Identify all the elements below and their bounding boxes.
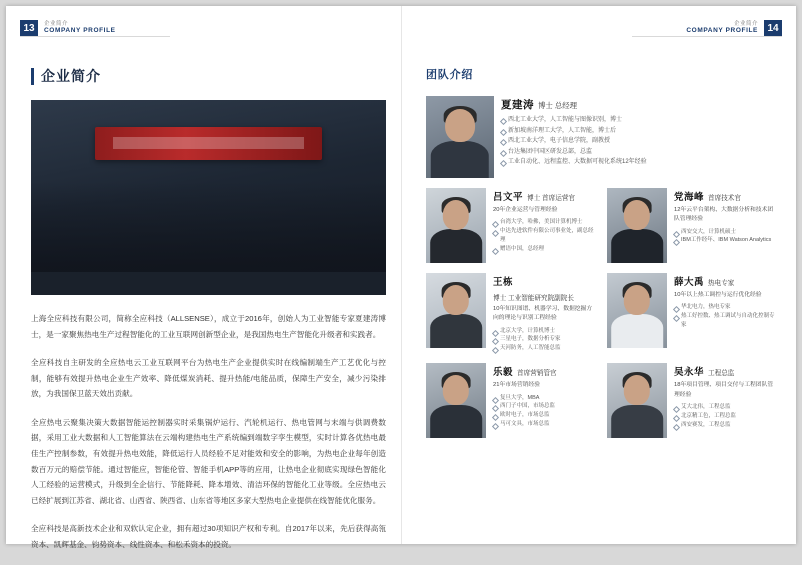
member-nameline <box>674 274 776 288</box>
member-bullets <box>493 218 595 254</box>
member-bullet: 台湾大学，哈佛，美国计算机博士 <box>493 218 595 227</box>
member-bullet: 欧时电子，市场总监 <box>493 411 595 420</box>
team-member-card <box>426 96 776 178</box>
member-portrait <box>426 363 486 438</box>
member-nameline <box>493 364 595 378</box>
member-portrait <box>607 363 667 438</box>
member-portrait <box>426 273 486 348</box>
member-portrait <box>607 188 667 263</box>
member-bullet: IBM工作经年、IBM Watson Analytics <box>674 236 776 245</box>
member-bullet: 北京大学，计算机博士 <box>493 327 595 336</box>
member-bullets <box>493 327 595 354</box>
portrait-head <box>443 375 469 405</box>
page-number-right: 14 <box>764 20 782 36</box>
member-summary: 12年云平台架构、大数据分析和技术团队管理经验 <box>674 207 774 223</box>
company-profile-column <box>31 66 386 565</box>
team-section-title: 团队介绍 <box>426 69 474 81</box>
member-title: 首席营销管官 <box>517 370 557 378</box>
member-name: 吴永华 <box>674 367 705 379</box>
member-name: 王栋 <box>493 277 514 288</box>
member-portrait <box>426 96 494 178</box>
member-bullet: 华北电力，热电专家 <box>674 303 776 312</box>
member-summary: 10年以上热工调控与运行优化经验 <box>674 292 762 298</box>
team-member-card <box>607 363 776 438</box>
photo-banner <box>95 127 322 160</box>
member-name: 党海峰 <box>674 192 705 203</box>
profile-paragraph: 全应科技自主研发的全应热电云工业互联网平台为热电生产企业提供实时在线编制端生产工艺优化与控制，能够有效提升热电企业生产效率、降低煤炭消耗、提升热能/电能品质，保障生产安全，减少污染排放，为我国保卫蓝天效出贡献。 <box>31 358 386 399</box>
portrait-head <box>443 285 469 315</box>
portrait-head <box>624 200 650 230</box>
header-right-en: COMPANY PROFILE <box>686 27 758 35</box>
profile-paragraph: 全应科技是高新技术企业和双软认定企业，拥有超过30项知识产权和专利。自2017年以来，先后获得高瓴资本、凯辉基金、钧势资本、线性资本、和松禾资本的投资。 <box>31 524 386 549</box>
portrait-head <box>624 285 650 315</box>
member-bullet: 三星电子，数据分析专家 <box>493 335 595 344</box>
member-bullets <box>674 403 776 430</box>
member-summary: 20年企业运营与管理经验 <box>493 207 558 213</box>
section-accent-bar <box>31 68 34 85</box>
member-bullet: 新加坡南洋理工大学，人工智能，博士后 <box>501 126 776 137</box>
member-bullets <box>674 303 776 330</box>
header-rule-right <box>632 36 782 37</box>
member-name: 夏建涛 <box>501 99 534 111</box>
member-nameline <box>493 189 595 203</box>
profile-body-text <box>31 311 386 552</box>
team-member-card <box>426 273 595 353</box>
team-member-card <box>607 273 776 353</box>
team-member-card <box>607 188 776 263</box>
profile-paragraph: 全应热电云聚集决策大数据智能运控制器实时采集锅炉运行、汽轮机运行、热电管网与末端与供调费数据，采用工业大数据和人工智能算法在云端构建热电生产系统编到端数字孪生模型，实时计算各优热电最佳生产控制参数，有效提升热电效能，降低运行人员经验不足对能效和安全的影响，为热电企业每年创造数百万元的赔偿节能。通过智能应，智能伦管、智能手机APP等的应用，让热电企业彻底实现绿色智能化人工经验的运营模式，升级到全企信行、节能降耗、降本增效、清洁环保的智能化工业等级。全应热电云已经扩展到江苏省、湖北省、山西省、陕西省、山东省等地区多家大型热电企业提供在线智能优化服务。 <box>31 417 386 505</box>
portrait-head <box>445 109 475 142</box>
member-bullets <box>493 394 595 430</box>
member-info <box>493 363 595 438</box>
member-summary: 10年知识图谱、机器学习、数据挖掘方向的理论与识别工程经验 <box>493 306 593 322</box>
member-portrait <box>607 273 667 348</box>
member-bullet: 西安交大，计算机硕士 <box>674 228 776 237</box>
member-info <box>501 96 776 178</box>
member-bullet: 北京精工色，工程总监 <box>674 412 776 421</box>
member-title: 博士 工业智能研究院副院长 <box>493 295 574 302</box>
member-bullet: 热工好控数、热工调试与自动化控制专家 <box>674 312 776 330</box>
member-bullet: 西北工业大学，人工智能与图像识别，博士 <box>501 115 776 126</box>
member-title: 工程总监 <box>708 370 735 378</box>
header-left-text <box>44 21 116 36</box>
member-info <box>674 273 776 353</box>
member-info <box>493 188 595 263</box>
member-bullet: 艾大北伟，工程总监 <box>674 403 776 412</box>
member-info <box>674 188 776 263</box>
portrait-head <box>624 375 650 405</box>
page-spine-divider <box>401 6 402 544</box>
header-left <box>20 20 122 36</box>
member-nameline <box>493 274 595 302</box>
team-member-card <box>426 363 595 438</box>
header-left-en: COMPANY PROFILE <box>44 27 116 35</box>
brochure-page <box>6 6 796 549</box>
member-bullet: 西北工业大学，电子信息学院，副教授 <box>501 136 776 147</box>
portrait-head <box>443 200 469 230</box>
team-column <box>426 66 776 438</box>
member-bullets <box>674 228 776 246</box>
member-summary: 18年项目管理、项目交付与工程团队管理经验 <box>674 382 774 398</box>
member-bullet: 复旦大学，MBA <box>493 394 595 403</box>
member-bullet: 台达集团中国区研发总部，总监 <box>501 147 776 158</box>
member-nameline <box>674 364 776 378</box>
member-bullet: 西安赛发，工程总监 <box>674 421 776 430</box>
member-title: 热电专家 <box>708 280 735 287</box>
portrait-body <box>611 314 663 348</box>
member-title: 首席技术官 <box>708 195 741 202</box>
member-name: 乐毅 <box>493 367 514 379</box>
member-portrait <box>426 188 486 263</box>
team-member-card <box>426 188 595 263</box>
profile-paragraph: 上海全应科技有限公司，简称全应科技（ALLSENSE），成立于2016年，创始人为工业智能专家夏建涛博士，是一家聚焦热电生产过程智能化的工业互联网创新型企业，是我国热电生产智能化升级者和实践者。 <box>31 314 386 339</box>
header-left-cn: 企业简介 <box>44 20 69 27</box>
member-name: 薛大禹 <box>674 277 705 288</box>
photo-floor <box>31 272 386 295</box>
member-bullet: 天河防务，人工智能总监 <box>493 344 595 353</box>
portrait-body <box>430 405 482 439</box>
member-bullet: 西门子中国，市场总监 <box>493 402 595 411</box>
header-rule-left <box>20 36 170 37</box>
member-info <box>493 273 595 353</box>
portrait-body <box>431 141 489 178</box>
member-bullets <box>501 115 776 168</box>
portrait-body <box>611 229 663 263</box>
member-title: 博士 首席运营官 <box>527 195 576 202</box>
header-right <box>680 20 782 36</box>
member-nameline <box>501 97 776 112</box>
section-title <box>31 66 386 86</box>
member-summary: 21年市场营销经验 <box>493 382 541 389</box>
page-number-left: 13 <box>20 20 38 36</box>
portrait-body <box>430 314 482 348</box>
member-bullet: 中达先进软件有限公司事业处，副总经理 <box>493 227 595 245</box>
member-bullet: 马可文具，市场总监 <box>493 420 595 429</box>
member-title: 博士 总经理 <box>538 101 578 110</box>
portrait-body <box>611 405 663 439</box>
portrait-body <box>430 229 482 263</box>
team-grid <box>426 96 776 438</box>
section-title-label: 企业简介 <box>41 68 101 84</box>
member-info <box>674 363 776 438</box>
header-right-text <box>686 21 758 36</box>
member-bullet: 赠语中国，总经理 <box>493 245 595 254</box>
member-bullet: 工业自动化、远程监控、大数据可视化系统12年经验 <box>501 157 776 168</box>
member-name: 吕文平 <box>493 192 524 203</box>
group-photo <box>31 100 386 295</box>
member-nameline <box>674 189 776 203</box>
header-right-cn: 企业简介 <box>733 20 758 27</box>
